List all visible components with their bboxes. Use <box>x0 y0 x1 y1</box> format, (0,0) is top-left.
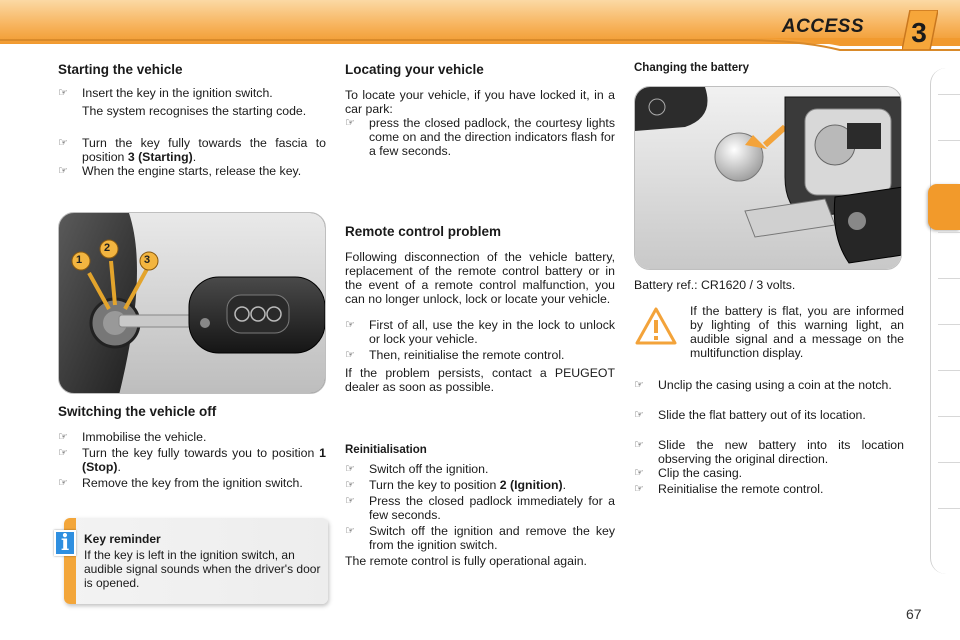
pointing-hand-icon: ☞ <box>634 467 644 479</box>
side-tab-3-active[interactable] <box>928 184 960 230</box>
side-tab-1[interactable] <box>938 94 960 140</box>
reinit-item-1: ☞ Switch off the ignition. <box>345 462 489 476</box>
position-stop: 1 (Stop) <box>82 446 326 474</box>
battery-item-5: ☞ Reinitialise the remote control. <box>634 482 824 496</box>
pointing-hand-icon: ☞ <box>634 379 644 391</box>
side-tab-10[interactable] <box>938 508 960 554</box>
starting-item-3: ☞ When the engine starts, release the key. <box>58 164 302 178</box>
pointing-hand-icon: ☞ <box>345 463 355 475</box>
remote-problem-outro: If the problem persists, contact a PEUGEOT dealer as soon as possible. <box>345 366 615 394</box>
battery-ref: Battery ref.: CR1620 / 3 volts. <box>634 278 796 292</box>
ignition-label-1: 1 <box>76 254 83 266</box>
pointing-hand-icon: ☞ <box>345 495 355 507</box>
battery-warning-text: If the battery is flat, you are informed by lighting of this warning light, an audible signal and a message on the multifunction display. <box>690 304 904 360</box>
chapter-title: ACCESS <box>781 16 864 37</box>
battery-title: Changing the battery <box>634 62 750 74</box>
locating-title: Locating your vehicle <box>345 62 484 77</box>
pointing-hand-icon: ☞ <box>58 165 68 177</box>
locating-item-1: ☞ press the closed padlock, the courtesy lights come on and the direction indicators flash for a few seconds. <box>345 116 615 158</box>
position-ignition: 2 (Ignition) <box>499 478 563 492</box>
battery-item-4: ☞ Clip the casing. <box>634 466 743 480</box>
starting-item-2: ☞ Turn the key fully towards the fascia to position 3 (Starting). <box>58 136 326 164</box>
pointing-hand-icon: ☞ <box>345 117 355 129</box>
reinit-item-4: ☞ Switch off the ignition and remove the key from the ignition switch. <box>345 524 615 552</box>
reinit-outro: The remote control is fully operational again. <box>345 554 587 568</box>
pointing-hand-icon: ☞ <box>345 525 355 537</box>
pointing-hand-icon: ☞ <box>58 137 68 149</box>
side-tab-7[interactable] <box>938 370 960 416</box>
side-tab-2[interactable] <box>938 140 960 186</box>
battery-item-2: ☞ Slide the flat battery out of its location. <box>634 408 866 422</box>
remote-problem-item-2: ☞ Then, reinitialise the remote control. <box>345 348 565 362</box>
pointing-hand-icon: ☞ <box>58 447 68 459</box>
remote-problem-intro: Following disconnection of the vehicle battery, replacement of the remote control battery or in the event of a remote control malfunction, you can no longer unlock, lock or locate your vehicle. <box>345 250 615 306</box>
pointing-hand-icon: ☞ <box>634 439 644 451</box>
starting-item-1: ☞ Insert the key in the ignition switch. <box>58 86 273 100</box>
remote-problem-title: Remote control problem <box>345 224 502 239</box>
battery-item-3: ☞ Slide the new battery into its location observing the original direction. <box>634 438 904 466</box>
battery-photo <box>634 86 902 270</box>
battery-item-1: ☞ Unclip the casing using a coin at the notch. <box>634 378 892 392</box>
pointing-hand-icon: ☞ <box>345 349 355 361</box>
ignition-key-photo <box>58 212 326 394</box>
page-number: 67 <box>906 606 922 622</box>
locating-intro: To locate your vehicle, if you have locked it, in a car park: <box>345 88 615 116</box>
page-header <box>0 0 960 52</box>
side-tab-4[interactable] <box>938 232 960 278</box>
ignition-illustration <box>59 213 326 394</box>
info-icon: i <box>54 530 76 556</box>
reinit-item-2: ☞ Turn the key to position 2 (Ignition). <box>345 478 567 492</box>
ignition-label-3: 3 <box>144 254 151 266</box>
remote-problem-item-1: ☞ First of all, use the key in the lock to unlock or lock your vehicle. <box>345 318 615 346</box>
position-starting: 3 (Starting) <box>127 150 193 164</box>
starting-title: Starting the vehicle <box>58 62 183 77</box>
chapter-number-badge <box>902 10 938 50</box>
pointing-hand-icon: ☞ <box>345 319 355 331</box>
switching-off-item-1: ☞ Immobilise the vehicle. <box>58 430 207 444</box>
switching-off-title: Switching the vehicle off <box>58 404 217 419</box>
switching-off-item-2: ☞ Turn the key fully towards you to position 1 (Stop). <box>58 446 326 474</box>
warning-triangle-icon <box>634 306 678 346</box>
pointing-hand-icon: ☞ <box>634 483 644 495</box>
pointing-hand-icon: ☞ <box>345 479 355 491</box>
side-tab-9[interactable] <box>938 462 960 508</box>
side-tab-6[interactable] <box>938 324 960 370</box>
pointing-hand-icon: ☞ <box>58 477 68 489</box>
chapter-number: 3 <box>911 17 927 48</box>
key-reminder-title: Key reminder <box>84 532 161 546</box>
reinit-title: Reinitialisation <box>345 444 427 456</box>
key-reminder-text: If the key is left in the ignition switch, an audible signal sounds when the driver's door is opened. <box>84 548 321 590</box>
pointing-hand-icon: ☞ <box>58 87 68 99</box>
ignition-label-2: 2 <box>104 242 111 254</box>
starting-item-1-note: The system recognises the starting code. <box>82 104 307 118</box>
pointing-hand-icon: ☞ <box>58 431 68 443</box>
pointing-hand-icon: ☞ <box>634 409 644 421</box>
side-tab-5[interactable] <box>938 278 960 324</box>
side-tab-8[interactable] <box>938 416 960 462</box>
header-wave <box>0 38 960 52</box>
reinit-item-3: ☞ Press the closed padlock immediately for a few seconds. <box>345 494 615 522</box>
switching-off-item-3: ☞ Remove the key from the ignition switch. <box>58 476 303 490</box>
battery-illustration <box>635 87 902 270</box>
